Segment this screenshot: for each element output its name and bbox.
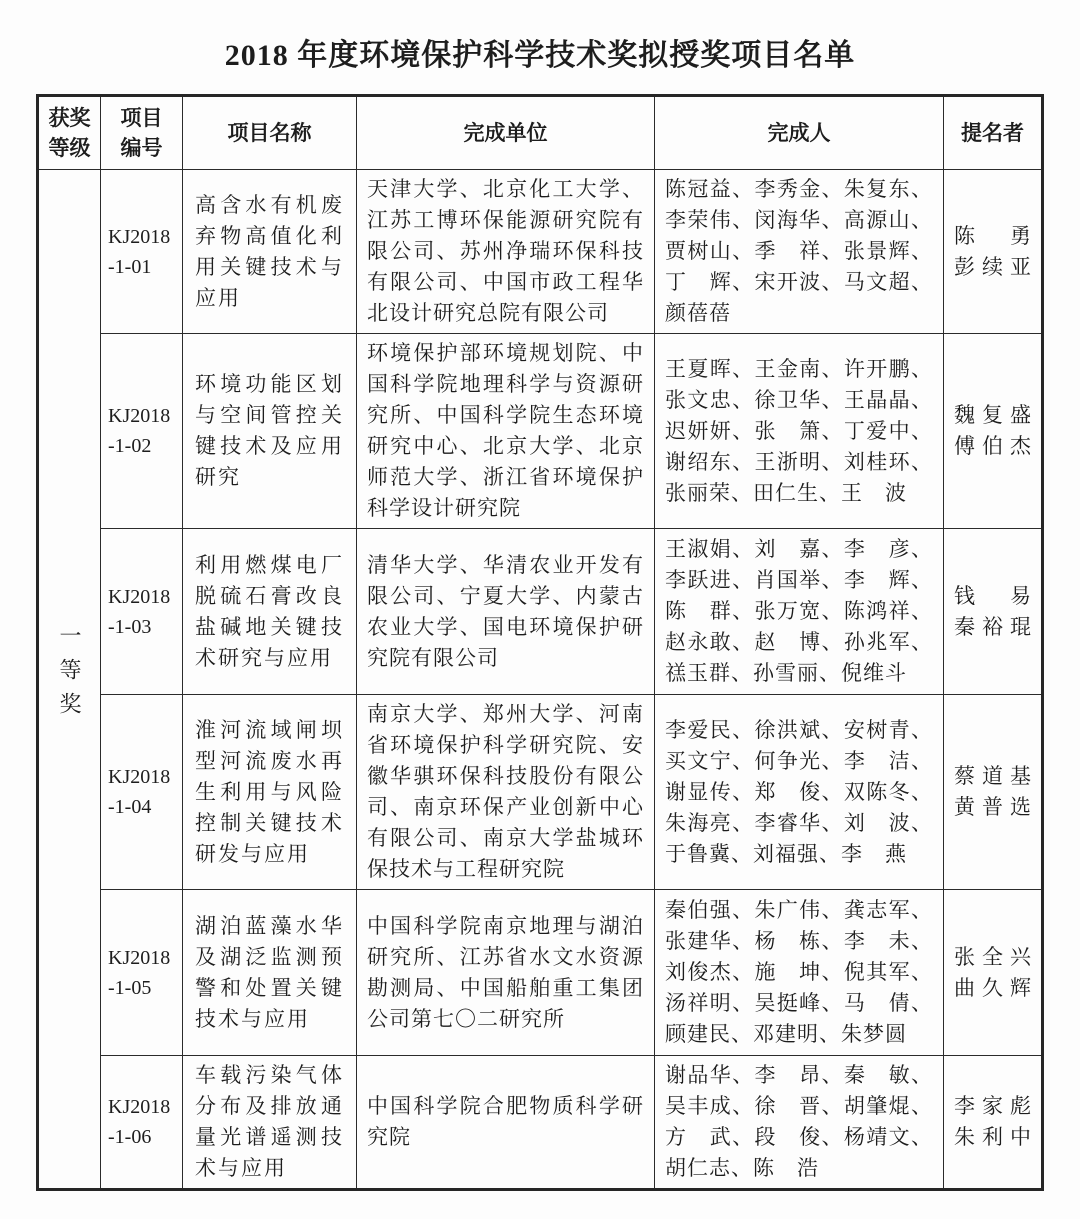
col-header-units: 完成单位	[357, 96, 655, 170]
col-header-project-no-line2: 编号	[120, 136, 163, 160]
units-cell: 南京大学、郑州大学、河南省环境保护科学研究院、安徽华骐环保科技股份有限公司、南京环保产业创新中心有限公司、南京大学盐城环保技术与工程研究院	[357, 695, 655, 890]
project-no-line1: KJ2018	[108, 766, 171, 788]
units-cell: 环境保护部环境规划院、中国科学院地理科学与资源研究所、中国科学院生态环境研究中心、北京大学、北京师范大学、浙江省环境保护科学设计研究院	[357, 334, 655, 529]
project-name-cell: 环境功能区划与空间管控关键技术及应用研究	[183, 334, 357, 529]
header-row	[38, 96, 1043, 170]
project-name-cell: 高含水有机废弃物高值化利用关键技术与应用	[183, 170, 357, 334]
project-no-line2: -1-04	[108, 796, 152, 818]
table-row	[38, 529, 1043, 695]
nominator-name: 蔡道基	[954, 764, 1031, 788]
nominator-cell	[944, 890, 1043, 1056]
project-no-cell	[101, 334, 183, 529]
project-name-cell: 利用燃煤电厂脱硫石膏改良盐碱地关键技术研究与应用	[183, 529, 357, 695]
nominator-name: 彭续亚	[954, 254, 1031, 279]
nominator-name: 魏复盛	[954, 403, 1031, 427]
persons-cell: 李爱民、徐洪斌、安树青、买文宁、何争光、李 洁、谢显传、郑 俊、双陈冬、朱海亮、李睿华、刘 波、于鲁冀、刘福强、李 燕	[655, 695, 944, 890]
project-no-cell	[101, 1056, 183, 1190]
nominator-name: 张全兴	[954, 944, 1031, 969]
project-no-line2: -1-05	[108, 976, 152, 999]
nominator-name: 李家彪	[954, 1094, 1031, 1118]
table-row	[38, 890, 1043, 1056]
nominator-name: 钱 易	[954, 583, 1031, 608]
page-title: 2018 年度环境保护科学技术奖拟授奖项目名单	[224, 39, 856, 72]
project-no-line1: KJ2018	[108, 946, 171, 969]
persons-cell: 王淑娟、刘 嘉、李 彦、李跃进、肖国举、李 辉、陈 群、张万宽、陈鸿祥、赵永敢、赵 博、孙兆军、禚玉群、孙雪丽、倪维斗	[655, 529, 944, 695]
project-no-line1: KJ2018	[108, 405, 171, 427]
project-no-cell	[101, 170, 183, 334]
col-header-project-no	[101, 96, 183, 170]
project-no-line2: -1-06	[108, 1126, 152, 1148]
persons-cell: 陈冠益、李秀金、朱复东、李荣伟、闵海华、高源山、贾树山、季 祥、张景辉、丁 辉、宋开波、马文超、颜蓓蓓	[655, 170, 944, 334]
nominator-cell	[944, 1056, 1043, 1190]
nominator-cell	[944, 695, 1043, 890]
col-header-project-name: 项目名称	[183, 96, 357, 170]
nominator-name: 曲久辉	[954, 975, 1031, 1000]
nominator-cell	[944, 529, 1043, 695]
table-row	[38, 1056, 1043, 1190]
col-header-award-level-line1: 获奖	[48, 106, 91, 130]
nominator-name: 朱利中	[954, 1125, 1031, 1149]
persons-cell: 王夏晖、王金南、许开鹏、张文忠、徐卫华、王晶晶、迟妍妍、张 箫、丁爱中、谢绍东、王浙明、刘桂环、张丽荣、田仁生、王 波	[655, 334, 944, 529]
units-cell: 中国科学院南京地理与湖泊研究所、江苏省水文水资源勘测局、中国船舶重工集团公司第七〇二研究所	[357, 890, 655, 1056]
project-no-cell	[101, 529, 183, 695]
col-header-award-level-line2: 等级	[48, 136, 91, 160]
nominator-name: 黄普选	[954, 795, 1031, 819]
col-header-project-no-line1: 项目	[120, 106, 163, 130]
units-cell: 中国科学院合肥物质科学研究院	[357, 1056, 655, 1190]
project-name-cell: 车载污染气体分布及排放通量光谱遥测技术与应用	[183, 1056, 357, 1190]
nominator-cell	[944, 334, 1043, 529]
project-no-line2: -1-02	[108, 435, 152, 457]
table-row	[38, 334, 1043, 529]
project-no-line2: -1-03	[108, 615, 152, 638]
project-name-cell: 淮河流域闸坝型河流废水再生利用与风险控制关键技术研发与应用	[183, 695, 357, 890]
col-header-nominator: 提名者	[944, 96, 1043, 170]
project-no-cell	[101, 695, 183, 890]
table-row	[38, 695, 1043, 890]
persons-cell: 谢品华、李 昂、秦 敏、吴丰成、徐 晋、胡肇焜、方 武、段 俊、杨靖文、胡仁志、陈 浩	[655, 1056, 944, 1190]
units-cell: 清华大学、华清农业开发有限公司、宁夏大学、内蒙古农业大学、国电环境保护研究院有限公司	[357, 529, 655, 695]
nominator-name: 傅伯杰	[954, 434, 1031, 458]
col-header-persons: 完成人	[655, 96, 944, 170]
persons-cell: 秦伯强、朱广伟、龚志军、张建华、杨 栋、李 未、刘俊杰、施 坤、倪其军、汤祥明、吴挺峰、马 倩、顾建民、邓建明、朱梦圆	[655, 890, 944, 1056]
table-row	[38, 170, 1043, 334]
project-no-line2: -1-01	[108, 255, 152, 278]
award-level-text: 一等奖	[57, 623, 82, 726]
project-no-line1: KJ2018	[108, 585, 171, 608]
col-header-award-level	[38, 96, 101, 170]
nominator-name: 秦裕琨	[954, 614, 1031, 639]
award-level-cell	[38, 170, 101, 1190]
units-cell: 天津大学、北京化工大学、江苏工博环保能源研究院有限公司、苏州净瑞环保科技有限公司、中国市政工程华北设计研究总院有限公司	[357, 170, 655, 334]
project-no-line1: KJ2018	[108, 1096, 171, 1118]
nominator-name: 陈 勇	[954, 223, 1031, 248]
project-no-cell	[101, 890, 183, 1056]
nominator-cell	[944, 170, 1043, 334]
project-no-line1: KJ2018	[108, 225, 171, 248]
project-name-cell: 湖泊蓝藻水华及湖泛监测预警和处置关键技术与应用	[183, 890, 357, 1056]
award-table	[36, 94, 1044, 1191]
